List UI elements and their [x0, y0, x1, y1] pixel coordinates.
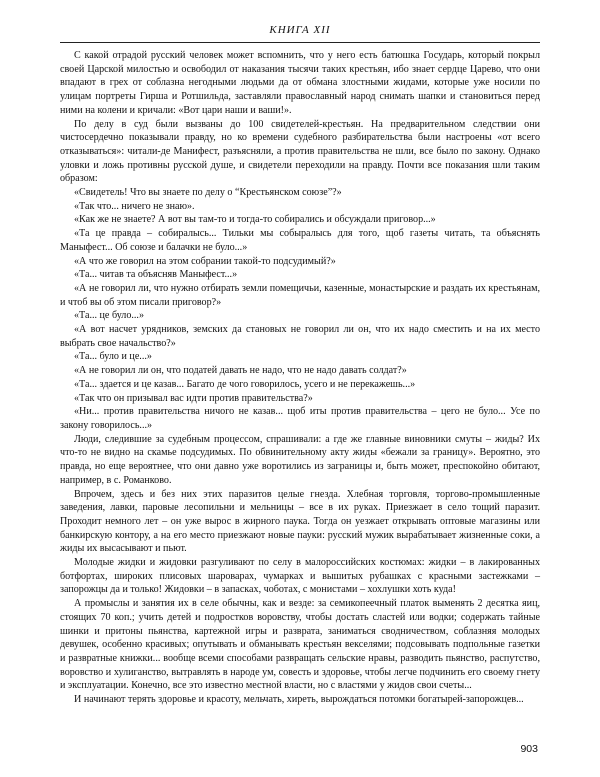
- paragraph: «Так что он призывал вас идти против правительства?»: [74, 392, 313, 404]
- running-title: КНИГА XII: [269, 24, 331, 36]
- paragraph: «Так что... ничего не знаю».: [74, 200, 195, 212]
- header-rule: [60, 42, 540, 43]
- paragraph: А промыслы и занятия их в селе обычны, как и везде: за семикопеечный платок выменять 2 десятка яиц, стоящих 70 коп.; учить детей и подростков воровству, чтобы достать сластей или водки; содержать тайные шинки и притоны пьянства, картежной игры и разврата, заниматься сводничеством, соблазняя молодых девушек, особенно красивых; опутывать и обманывать крестьян векселями; подсовывать подпольные газетки и развратные книжки... вообще всеми способами развращать сельские нравы, разводить пьянство, распутство, воровство и хулиганство, вытравлять в народе ум, совесть и здоровье, чтобы легче подчинить его своему гнету и эксплуатации. Конечно, все это известно местной власти, но с властями у жидов свои счеты...: [60, 598, 540, 692]
- page-number: 903: [520, 743, 538, 755]
- paragraph: Впрочем, здесь и без них этих паразитов целые гнезда. Хлебная торговля, торгово-промышленные заведения, лавки, паровые лесопильни и мельницы – все в их руках. Приезжает в село тощий паразит. Проходит немного лет – он уже вырос в жирного паука. Тогда он уезжает открывать оптовые магазины или банкирскую контору, а на его место приезжают новые пауки: русский мужик вырабатывает жизненные соки, а жиды их высасывают и пьют.: [60, 488, 540, 555]
- body-text: [60, 49, 540, 707]
- paragraph: «Та... читав та объясняв Маныфест...»: [74, 269, 238, 281]
- paragraph: «А не говорил ли он, что податей давать не надо, что не надо давать солдат?»: [74, 365, 407, 377]
- paragraph: И начинают терять здоровье и красоту, мельчать, хиреть, вырождаться потомки богатырей-запорожцев...: [74, 694, 524, 706]
- paragraph: «А вот насчет урядников, земских да становых не говорил ли он, что их надо сместить и на их место выбрать свое начальство?»: [60, 324, 540, 349]
- paragraph: По делу в суд были вызваны до 100 свидетелей-крестьян. На предварительном следствии они чистосердечно показывали правду, но ко времени судебного разбирательства были настроены «от всего отказываться»: читали-де Манифест, разъясняли, а против правительства не шли, все было по закону. Однако уловки и ложь противны русской душе, и свидетели переходили на правду. Почти все показания шли таким образом:: [60, 118, 540, 185]
- paragraph: «Та... це було...»: [74, 310, 144, 322]
- paragraph: Молодые жидки и жидовки разгуливают по селу в малороссийских костюмах: жидки – в лакированных ботфортах, широких плисовых шароварах, чумарках и вышитых рубашках с красными застежками – запорожцы да и только! Жидовки – в запасках, чоботах, с монистами – хохлушки хоть куда!: [60, 557, 540, 596]
- paragraph: «А что же говорил на этом собрании такой-то подсудимый?»: [74, 255, 336, 267]
- paragraph: «А не говорил ли, что нужно отбирать земли помещичьи, казенные, монастырские и раздать их крестьянам, и чтоб вы об этом писали приговор?»: [60, 282, 540, 308]
- paragraph: «Та це правда – собиралысь... Тильки мы собыралысь для того, щоб газеты читать, та объяснять Маныфест... Об союзе и балачки не було...»: [60, 228, 540, 253]
- paragraph: «Та... здается и це казав... Багато де чого говорилось, усего и не перекажешь...»: [74, 378, 416, 390]
- paragraph: С какой отрадой русский человек может вспомнить, что у него есть батюшка Государь, который покрыл своей Царской милостью и освободил от наказания тысячи таких крестьян, ибо знает сердце Царево, что они впадают в грех от соблазна негодными людьми да от обмана злостными жидами, которые уже носили по улицам портреты Гирша и Ротшильда, заставляли православный народ снимать шапки и становиться перед ними на колени и кричали: «Вот цари наши и ваши!».: [60, 50, 540, 116]
- paragraph: «Как же не знаете? А вот вы там-то и тогда-то собирались и обсуждали приговор...»: [74, 214, 436, 226]
- paragraph: Люди, следившие за судебным процессом, спрашивали: а где же главные виновники смуты – жиды? Их что-то не видно на скамье подсудимых. По обвинительному акту жиды «бежали за границу». Вероятно, это правда, но еще вероятнее, что они давно уже воротились из заграницы и, быть может, преспокойно обитают, например, в с. Романково.: [60, 433, 540, 486]
- paragraph: «Ни... против правительства ничого не казав... щоб иты против правительства – цего не було... Усе по закону говорилось...»: [60, 406, 540, 431]
- paragraph: «Та... було и це...»: [74, 351, 152, 363]
- paragraph: «Свидетель! Что вы знаете по делу о “Крестьянском союзе”?»: [74, 187, 342, 199]
